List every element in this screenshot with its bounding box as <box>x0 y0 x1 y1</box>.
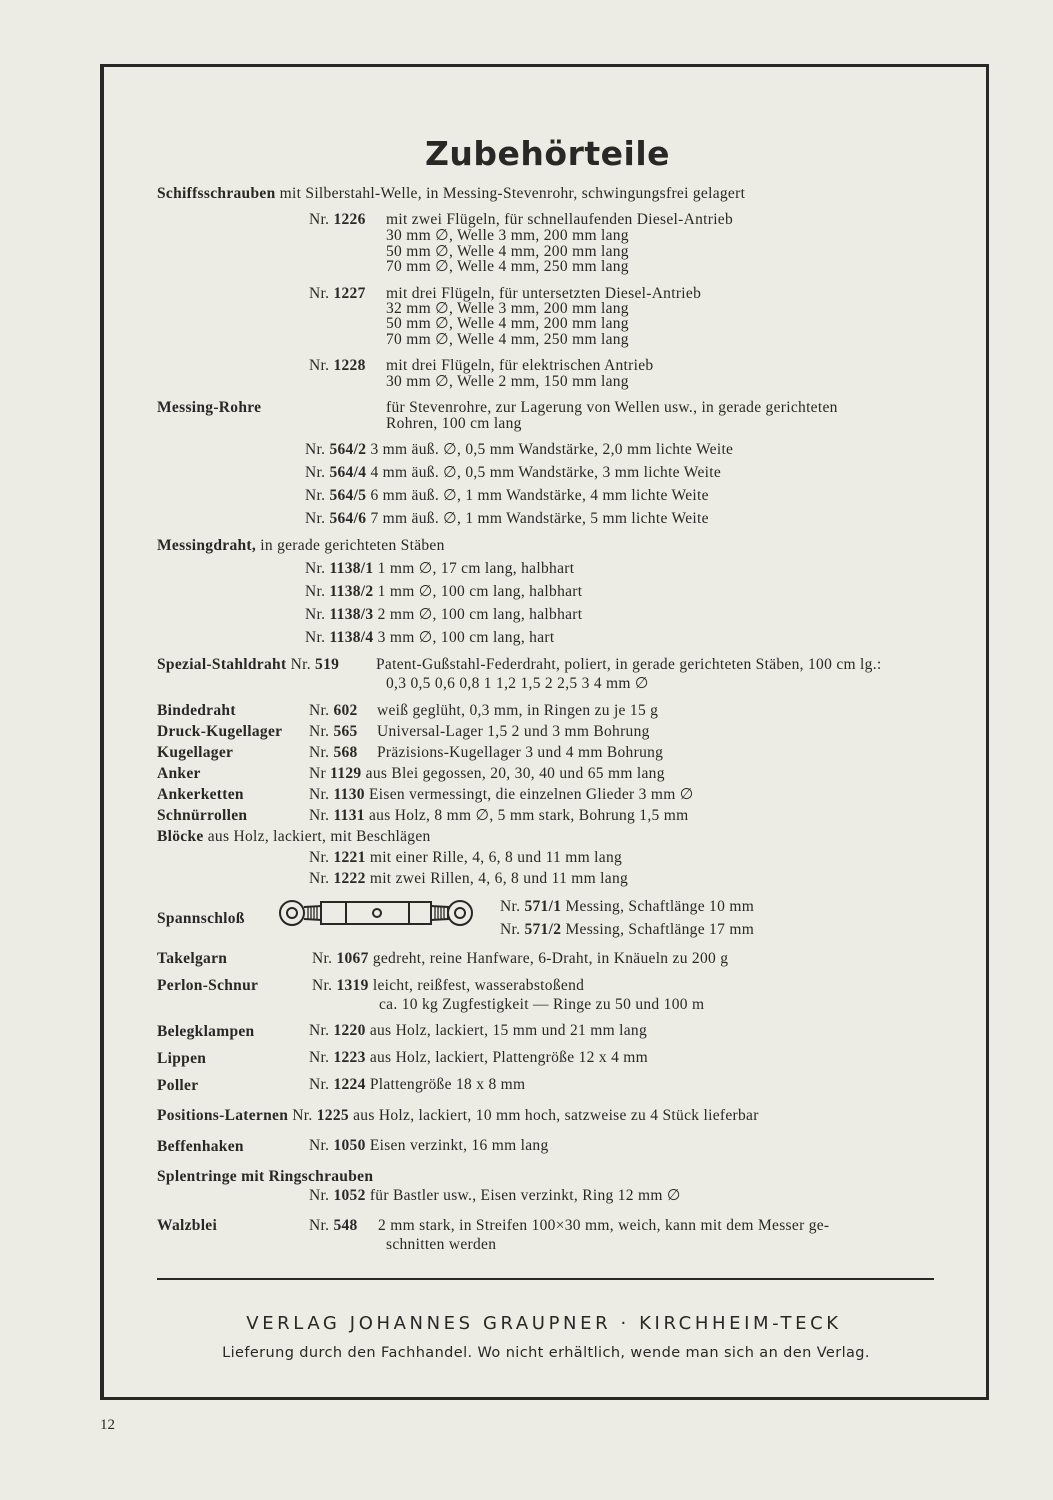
bold-text: 1227 <box>333 285 366 302</box>
text: Messing, Schaftlänge 10 mm <box>561 898 755 915</box>
catalog-line <box>157 1218 217 1234</box>
text: Nr. <box>309 849 334 866</box>
bold-text: Spannschloß <box>157 910 245 927</box>
text: Eisen verzinkt, 16 mm lang <box>365 1137 549 1154</box>
catalog-line <box>305 465 721 481</box>
text: ca. 10 kg Zugfestigkeit — Ringe zu 50 und 100 m <box>379 996 705 1013</box>
bold-text: Belegklampen <box>157 1023 255 1040</box>
text: 2 mm stark, in Streifen 100×30 mm, weich, kann mit dem Messer ge- <box>378 1217 830 1234</box>
catalog-line <box>312 951 728 967</box>
bold-text: Messing-Rohre <box>157 399 262 416</box>
catalog-line <box>312 978 584 994</box>
catalog-line <box>305 630 554 646</box>
bold-text: 602 <box>333 702 358 719</box>
text: Nr. <box>309 870 334 887</box>
catalog-line <box>305 488 709 504</box>
text: Nr. <box>309 702 334 719</box>
text: mit zwei Rillen, 4, 6, 8 und 11 mm lang <box>365 870 629 887</box>
text: Nr. <box>500 898 525 915</box>
text: Nr. <box>305 487 330 504</box>
catalog-line <box>305 511 709 527</box>
text: Nr. <box>309 357 334 374</box>
turnbuckle-illustration <box>277 897 485 929</box>
text: Nr. <box>500 921 525 938</box>
text: für Bastler usw., Eisen verzinkt, Ring 12 mm ∅ <box>365 1187 681 1204</box>
text: Präzisions-Kugellager 3 und 4 mm Bohrung <box>377 744 664 761</box>
bold-text: 1222 <box>333 870 366 887</box>
bold-text: 1067 <box>336 950 369 967</box>
text: mit einer Rille, 4, 6, 8 und 11 mm lang <box>365 849 623 866</box>
bold-text: Positions-Laternen <box>157 1107 289 1124</box>
bold-text: 565 <box>333 723 358 740</box>
catalog-line <box>157 1051 206 1067</box>
text: aus Holz, lackiert, 10 mm hoch, satzweise zu 4 Stück lieferbar <box>348 1107 759 1124</box>
text: Nr. <box>309 807 334 824</box>
catalog-line <box>157 951 227 967</box>
catalog-line <box>377 724 650 740</box>
catalog-line <box>305 442 733 458</box>
text: Nr. <box>309 1187 334 1204</box>
bold-text: 564/6 <box>329 510 367 527</box>
bold-text: Walzblei <box>157 1217 218 1234</box>
catalog-line <box>309 286 366 302</box>
text: 30 mm ∅, Welle 2 mm, 150 mm lang <box>386 373 629 390</box>
text: 32 mm ∅, Welle 3 mm, 200 mm lang <box>386 300 629 317</box>
text: Nr. <box>305 629 330 646</box>
text: Rohren, 100 cm lang <box>386 415 522 432</box>
catalog-line <box>309 1023 647 1039</box>
catalog-line <box>157 400 261 416</box>
catalog-line <box>309 787 694 803</box>
bold-text: 1138/2 <box>329 583 374 600</box>
catalog-line <box>386 416 522 432</box>
catalog-line <box>386 400 838 416</box>
text: 3 mm ∅, 100 cm lang, hart <box>373 629 555 646</box>
text: Nr <box>309 765 331 782</box>
catalog-line <box>157 657 339 673</box>
text: Nr. <box>305 441 330 458</box>
text: 2 mm ∅, 100 cm lang, halbhart <box>373 606 583 623</box>
catalog-line <box>309 850 622 866</box>
catalog-line <box>309 766 665 782</box>
catalog-line <box>309 871 628 887</box>
catalog-line <box>157 724 282 740</box>
bold-text: 1221 <box>333 849 366 866</box>
bold-text: Messingdraht, <box>157 537 257 554</box>
catalog-line <box>157 703 236 719</box>
text: Plattengröße 18 x 8 mm <box>365 1076 526 1093</box>
catalog-line <box>305 584 582 600</box>
catalog-line <box>377 703 658 719</box>
text: Nr. <box>305 510 330 527</box>
page-number: 12 <box>100 1417 115 1433</box>
text: Nr. <box>305 606 330 623</box>
catalog-line <box>500 899 754 915</box>
catalog-line <box>376 657 881 673</box>
text: aus Holz, lackiert, Plattengröße 12 x 4 mm <box>365 1049 649 1066</box>
text: 70 mm ∅, Welle 4 mm, 250 mm lang <box>386 331 629 348</box>
bold-text: 1319 <box>336 977 369 994</box>
bold-text: 571/1 <box>524 898 562 915</box>
bold-text: Perlon-Schnur <box>157 977 259 994</box>
catalog-line <box>386 228 629 244</box>
catalog-line <box>386 676 649 692</box>
text: aus Holz, 8 mm ∅, 5 mm stark, Bohrung 1,5 mm <box>364 807 689 824</box>
catalog-line <box>377 745 663 761</box>
text: mit Silberstahl-Welle, in Messing-Stevenrohr, schwingungsfrei gelagert <box>275 185 746 202</box>
bold-text: Lippen <box>157 1050 207 1067</box>
catalog-line <box>386 316 629 332</box>
text: Nr. <box>309 1137 334 1154</box>
catalog-line <box>157 538 445 554</box>
text: Nr. <box>286 656 316 673</box>
text: 6 mm äuß. ∅, 1 mm Wandstärke, 4 mm lichte Weite <box>366 487 709 504</box>
text: 4 mm äuß. ∅, 0,5 mm Wandstärke, 3 mm lichte Weite <box>366 464 722 481</box>
bold-text: 1220 <box>333 1022 366 1039</box>
bold-text: 568 <box>333 744 358 761</box>
text: 1 mm ∅, 100 cm lang, halbhart <box>373 583 583 600</box>
text: mit drei Flügeln, für untersetzten Diesel-Antrieb <box>386 285 702 302</box>
catalog-line <box>309 1050 648 1066</box>
text: Nr. <box>309 744 334 761</box>
bold-text: 564/4 <box>329 464 367 481</box>
text: 3 mm äuß. ∅, 0,5 mm Wandstärke, 2,0 mm lichte Weite <box>366 441 734 458</box>
catalog-line <box>379 997 704 1013</box>
text: 70 mm ∅, Welle 4 mm, 250 mm lang <box>386 258 629 275</box>
text: 0,3 0,5 0,6 0,8 1 1,2 1,5 2 2,5 3 4 mm ∅ <box>386 675 649 692</box>
text: Nr. <box>309 786 334 803</box>
text: Nr. <box>305 464 330 481</box>
bold-text: 564/2 <box>329 441 367 458</box>
bold-text: 1228 <box>333 357 366 374</box>
bold-text: 519 <box>315 656 340 673</box>
catalog-line <box>157 829 431 845</box>
text: Messing, Schaftlänge 17 mm <box>561 921 755 938</box>
bold-text: 1224 <box>333 1076 366 1093</box>
bold-text: Beffenhaken <box>157 1138 244 1155</box>
text: Universal-Lager 1,5 2 und 3 mm Bohrung <box>377 723 650 740</box>
catalog-line <box>157 1169 373 1185</box>
bold-text: Spezial-Stahldraht <box>157 656 287 673</box>
bold-text: Blöcke <box>157 828 204 845</box>
bold-text: 1130 <box>333 786 365 803</box>
bold-text: 1225 <box>316 1107 349 1124</box>
bold-text: Druck-Kugellager <box>157 723 283 740</box>
catalog-line <box>157 766 201 782</box>
text: Nr. <box>309 1217 334 1234</box>
catalog-line <box>386 259 629 275</box>
catalog-line <box>305 607 582 623</box>
text: leicht, reißfest, wasserabstoßend <box>368 977 585 994</box>
catalog-line <box>309 1218 358 1234</box>
bold-text: Splentringe mit Ringschrauben <box>157 1168 374 1185</box>
text: mit drei Flügeln, für elektrischen Antrieb <box>386 357 654 374</box>
bold-text: 1050 <box>333 1137 366 1154</box>
page-title: Zubehörteile <box>424 134 671 173</box>
text: 30 mm ∅, Welle 3 mm, 200 mm lang <box>386 227 629 244</box>
catalog-line <box>157 808 247 824</box>
text: Nr. <box>305 560 330 577</box>
text: aus Holz, lackiert, mit Beschlägen <box>203 828 431 845</box>
text: Nr. <box>305 583 330 600</box>
bold-text: 564/5 <box>329 487 367 504</box>
catalog-line <box>305 561 574 577</box>
text: Nr. <box>312 977 337 994</box>
bold-text: Anker <box>157 765 201 782</box>
text: Nr. <box>309 1049 334 1066</box>
catalog-line <box>500 922 754 938</box>
catalog-line <box>157 186 745 202</box>
text: 1 mm ∅, 17 cm lang, halbhart <box>373 560 575 577</box>
text: aus Blei gegossen, 20, 30, 40 und 65 mm lang <box>361 765 665 782</box>
catalog-line <box>386 1237 496 1253</box>
text: weiß geglüht, 0,3 mm, in Ringen zu je 15 g <box>377 702 659 719</box>
publisher-line: VERLAG JOHANNES GRAUPNER · KIRCHHEIM-TECK <box>246 1313 842 1334</box>
bold-text: 1138/4 <box>329 629 374 646</box>
catalog-line <box>309 358 366 374</box>
bold-text: 1138/1 <box>329 560 374 577</box>
bold-text: 548 <box>333 1217 358 1234</box>
text: schnitten werden <box>386 1236 497 1253</box>
bold-text: 1138/3 <box>329 606 374 623</box>
catalog-line <box>157 1139 244 1155</box>
bold-text: 1226 <box>333 211 366 228</box>
text: Nr. <box>309 211 334 228</box>
text: aus Holz, lackiert, 15 mm und 21 mm lang <box>365 1022 648 1039</box>
text: Nr. <box>309 1076 334 1093</box>
bold-text: Ankerketten <box>157 786 244 803</box>
bold-text: 1223 <box>333 1049 366 1066</box>
text: Nr. <box>288 1107 317 1124</box>
bold-text: Bindedraht <box>157 702 236 719</box>
text: Nr. <box>309 285 334 302</box>
text: 50 mm ∅, Welle 4 mm, 200 mm lang <box>386 315 629 332</box>
bold-text: Takelgarn <box>157 950 228 967</box>
catalog-line <box>309 212 366 228</box>
text: für Stevenrohre, zur Lagerung von Wellen usw., in gerade gerichteten <box>386 399 838 416</box>
catalog-line <box>157 1078 198 1094</box>
catalog-line <box>378 1218 829 1234</box>
text: mit zwei Flügeln, für schnellaufenden Diesel-Antrieb <box>386 211 734 228</box>
bold-text: 571/2 <box>524 921 562 938</box>
text: Eisen vermessingt, die einzelnen Glieder 3 mm ∅ <box>364 786 694 803</box>
bold-text: 1129 <box>330 765 362 782</box>
catalog-line <box>386 374 629 390</box>
footer-divider <box>157 1278 934 1280</box>
bold-text: Schiffsschrauben <box>157 185 276 202</box>
text: gedreht, reine Hanfware, 6-Draht, in Knäueln zu 200 g <box>368 950 729 967</box>
text: 7 mm äuß. ∅, 1 mm Wandstärke, 5 mm lichte Weite <box>366 510 709 527</box>
catalog-line <box>309 1188 681 1204</box>
text: Nr. <box>312 950 337 967</box>
catalog-line <box>157 1108 759 1124</box>
bold-text: 1131 <box>333 807 365 824</box>
catalog-line <box>157 745 233 761</box>
catalog-line <box>309 724 358 740</box>
text: Nr. <box>309 723 334 740</box>
bold-text: Schnürrollen <box>157 807 248 824</box>
bold-text: Kugellager <box>157 744 234 761</box>
catalog-line <box>309 703 358 719</box>
catalog-line <box>386 332 629 348</box>
catalog-line <box>309 745 358 761</box>
catalog-line <box>309 1138 549 1154</box>
catalog-line <box>157 787 244 803</box>
catalog-line <box>309 808 688 824</box>
catalog-line <box>309 1077 525 1093</box>
bold-text: 1052 <box>333 1187 366 1204</box>
catalog-line <box>157 978 258 994</box>
catalog-line <box>157 1024 254 1040</box>
catalog-line <box>157 911 245 927</box>
text: Nr. <box>309 1022 334 1039</box>
text: in gerade gerichteten Stäben <box>256 537 445 554</box>
catalog-line <box>386 212 733 228</box>
bold-text: Poller <box>157 1077 199 1094</box>
delivery-note: Lieferung durch den Fachhandel. Wo nicht erhältlich, wende man sich an den Verlag. <box>222 1345 870 1361</box>
catalog-line <box>386 358 653 374</box>
text: Patent-Gußstahl-Federdraht, poliert, in gerade gerichteten Stäben, 100 cm lg.: <box>376 656 882 673</box>
text: 50 mm ∅, Welle 4 mm, 200 mm lang <box>386 243 629 260</box>
